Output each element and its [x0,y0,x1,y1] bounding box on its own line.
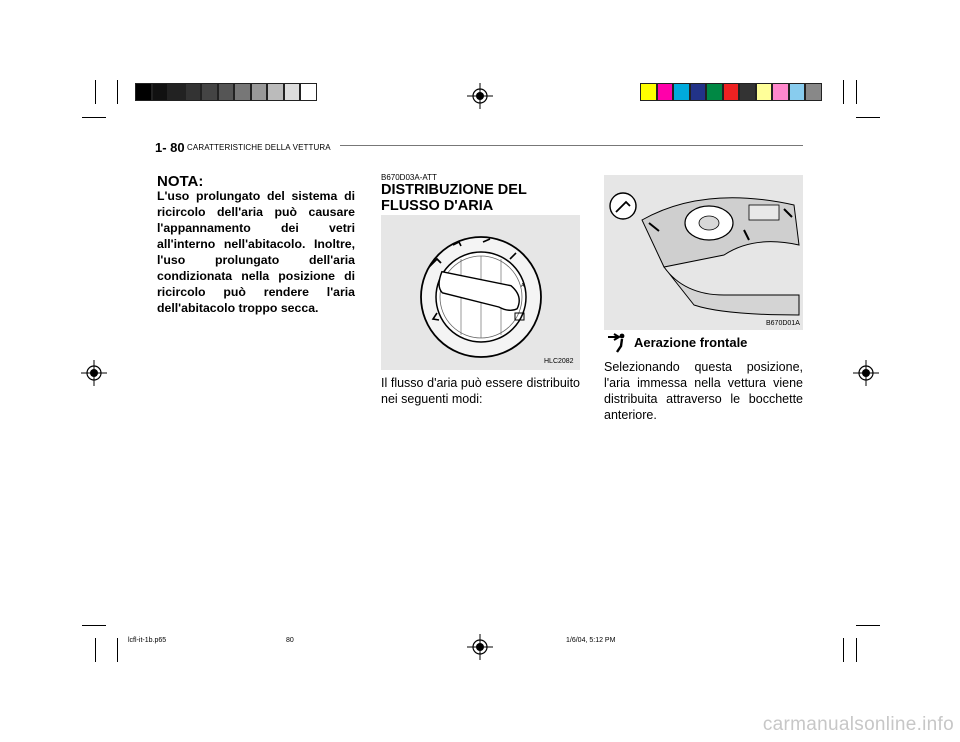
calibration-swatch [234,83,251,101]
calibration-swatch [300,83,317,101]
section-code: B670D03A-ATT [381,173,437,182]
mode-text: Selezionando questa posizione, l'aria immessa nella vettura viene distribuita attraverso le bocchette anteriore. [604,360,803,422]
calibration-swatch [152,83,169,101]
calibration-swatch [706,83,723,101]
calibration-swatch [805,83,822,101]
calibration-swatch [657,83,674,101]
calibration-swatch [185,83,202,101]
mode-knob-illustration [381,215,580,370]
calibration-swatch [723,83,740,101]
mode-heading: Aerazione frontale [634,335,748,350]
calibration-swatch [690,83,707,101]
section-text: Il flusso d'aria può essere distribuito nei seguenti modi: [381,376,580,406]
footer-page: 80 [286,637,294,644]
grayscale-calibration-bar [135,83,317,101]
figure-code: HLC2082 [544,358,574,365]
crop-mark [856,625,880,626]
page-number: 1- 80 [155,140,185,155]
dashboard-illustration [604,175,803,330]
section-title-heading: DISTRIBUZIONE DEL FLUSSO D'ARIA [381,182,527,214]
header-rule [340,145,803,146]
calibration-swatch [640,83,657,101]
calibration-swatch [284,83,301,101]
footer-file: lcfl-it-1b.p65 [128,637,167,644]
calibration-swatch [772,83,789,101]
calibration-swatch [135,83,152,101]
registration-mark-icon [467,83,493,109]
crop-mark [856,80,857,104]
calibration-swatch [168,83,185,101]
svg-text:A: A [521,283,525,289]
crop-mark [117,638,118,662]
calibration-swatch [673,83,690,101]
registration-mark-icon [467,634,493,660]
vent-face-icon [606,333,630,355]
crop-mark [82,625,106,626]
crop-mark [856,638,857,662]
dashboard-figure [604,175,803,330]
watermark: carmanualsonline.info [762,714,954,735]
calibration-swatch [218,83,235,101]
figure-code: B670D01A [766,320,800,327]
footer-timestamp: 1/6/04, 5:12 PM [566,637,616,644]
crop-mark [95,80,96,104]
crop-mark [95,638,96,662]
crop-mark [82,117,106,118]
calibration-swatch [756,83,773,101]
crop-mark [856,117,880,118]
section-title: CARATTERISTICHE DELLA VETTURA [187,143,331,152]
registration-mark-icon [853,360,879,386]
color-calibration-bar [640,83,822,101]
calibration-swatch [739,83,756,101]
control-knob-figure [381,215,580,370]
calibration-swatch [789,83,806,101]
calibration-swatch [251,83,268,101]
calibration-swatch [267,83,284,101]
crop-mark [843,638,844,662]
crop-mark [117,80,118,104]
crop-mark [843,80,844,104]
note-title: NOTA: [157,173,204,190]
calibration-swatch [201,83,218,101]
note-body: L'uso prolungato del sistema di ricircolo dell'aria può causare l'appannamento dei vetri all'interno nell'abitacolo. Inoltre, l'uso prolungato dell'aria condizionata nella posizione di ricircolo può rendere l'aria dell'abitacolo troppo secca. [157,189,355,315]
registration-mark-icon [81,360,107,386]
